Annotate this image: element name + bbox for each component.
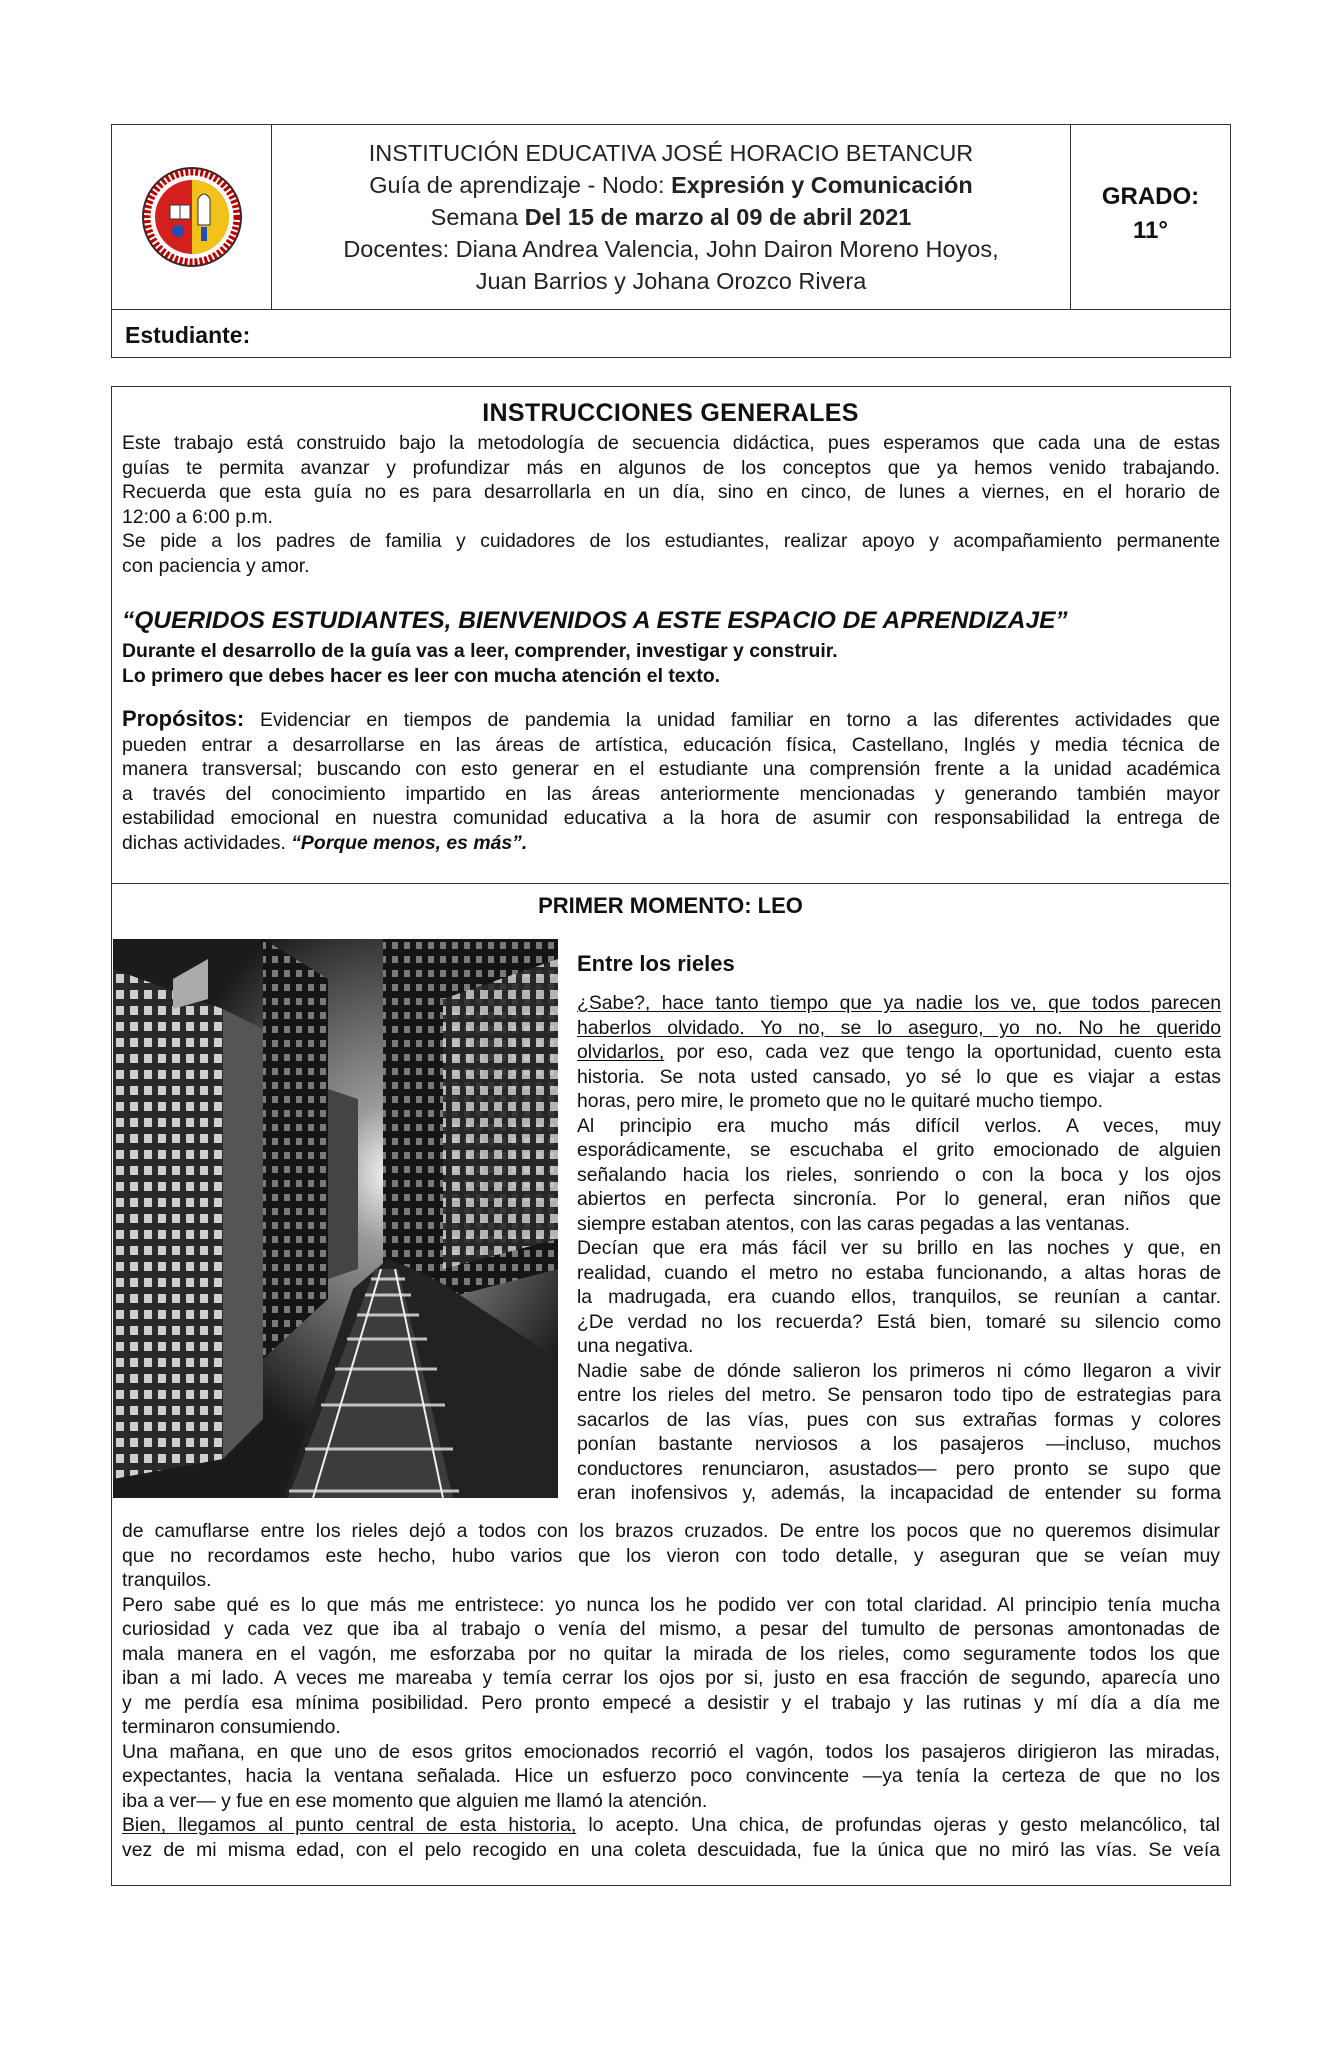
- purpose-line: pueden entrar a desarrollarse en las áreas de artística, educación física, Castellano, Inglés y media técnica de: [122, 733, 1220, 756]
- content-box: [111, 386, 1231, 1886]
- grade-label: GRADO:: [1101, 183, 1200, 210]
- story-full-text: [122, 1519, 1220, 1862]
- story-line: haberlos olvidado. Yo no, se lo aseguro, yo no. No he querido: [577, 1016, 1221, 1039]
- story-line: Una mañana, en que uno de esos gritos emocionados recorrió el vagón, todos los pasajeros dirigieron las miradas,: [122, 1740, 1220, 1763]
- story-line: señalando hacia los rieles, sonriendo o con la boca y los ojos: [577, 1163, 1221, 1186]
- purpose-line: dichas actividades. “Porque menos, es más”.: [122, 831, 528, 854]
- instructions-line: 12:00 a 6:00 p.m.: [122, 505, 273, 528]
- purpose-line: estabilidad emocional en nuestra comunidad educativa a la hora de asumir con responsabilidad la entrega de: [122, 807, 1220, 829]
- story-line: de camuflarse entre los rieles dejó a todos con los brazos cruzados. De entre los pocos que no queremos disimular: [122, 1520, 1220, 1542]
- welcome-sub-line: Lo primero que debes hacer es leer con mucha atención el texto.: [122, 664, 721, 687]
- story-line: curiosidad y cada vez que iba al trabajo o venía del mismo, a pesar del tumulto de personas amontonadas de: [122, 1618, 1220, 1640]
- week-dates: Del 15 de marzo al 09 de abril 2021: [524, 204, 912, 230]
- instructions-title: INSTRUCCIONES GENERALES: [482, 399, 859, 427]
- story-line: ¿Sabe?, hace tanto tiempo que ya nadie los ve, que todos parecen: [577, 992, 1221, 1014]
- purpose-line: a través del conocimiento impartido en las áreas anteriormente mencionadas y generando también mayor: [122, 782, 1220, 805]
- story-line: ¿De verdad no los recuerda? Está bien, tomaré su silencio como: [577, 1310, 1221, 1333]
- story-line: iban a mi lado. A veces me mareaba y temía cerrar los ojos por si, justo en esa fracción de segundo, aparecía uno: [122, 1667, 1220, 1689]
- instructions-line: Este trabajo está construido bajo la metodología de secuencia didáctica, pues esperamos que cada una de estas: [122, 432, 1220, 454]
- teachers-line-1: Docentes: Diana Andrea Valencia, John Dairon Moreno Hoyos,: [343, 236, 999, 262]
- story-line: una negativa.: [577, 1335, 694, 1357]
- story-line: abiertos en perfecta sincronía. Por lo general, eran niños que: [577, 1188, 1221, 1210]
- story-line: historia. Se nota usted cansado, yo sé lo que es viajar a estas: [577, 1065, 1221, 1088]
- grade-value: 11°: [1133, 217, 1168, 244]
- story-line: sacarlos de las vías, pues con sus extrañas formas y colores: [577, 1408, 1221, 1431]
- school-logo-cell: [112, 125, 272, 309]
- school-logo: [140, 165, 244, 269]
- instructions-text: [122, 431, 1220, 578]
- story-line: eran inofensivos y, además, la incapacidad de entender su forma: [577, 1482, 1221, 1504]
- city-rails-illustration: [113, 939, 558, 1498]
- instructions-line: guías te permita avanzar y profundizar más en algunos de los conceptos que ya hemos venido trabajando.: [122, 456, 1220, 479]
- story-line: terminaron consumiendo.: [122, 1716, 341, 1738]
- teachers-line-2: Juan Barrios y Johana Orozco Rivera: [475, 268, 867, 294]
- story-line: conductores renunciaron, asustados— pero pronto se supo que: [577, 1457, 1221, 1480]
- story-line: iba a ver— y fue en ese momento que alguien me llamó la atención.: [122, 1789, 708, 1812]
- purpose-line: Propósitos: Evidenciar en tiempos de pandemia la unidad familiar en torno a las diferentes actividades que: [122, 706, 1220, 731]
- welcome-subtext: [122, 639, 1220, 688]
- student-label: Estudiante:: [125, 322, 251, 348]
- purpose-motto: “Porque menos, es más”.: [291, 831, 528, 854]
- student-field[interactable]: [112, 309, 1230, 357]
- institution-name: INSTITUCIÓN EDUCATIVA JOSÉ HORACIO BETANCUR: [368, 140, 974, 166]
- story-line: siempre estaban atentos, con las caras pegadas a las ventanas.: [577, 1212, 1130, 1235]
- instructions-line: Recuerda que esta guía no es para desarrollarla en un día, sino en cinco, de lunes a viernes, en el horario de: [122, 481, 1220, 503]
- week-line: Semana Del 15 de marzo al 09 de abril 2021: [430, 204, 912, 230]
- story-line: que no recordamos este hecho, hubo varios que los vieron con todo detalle, y aseguran que se veían muy: [122, 1544, 1220, 1567]
- story-line: entre los rieles del metro. Se pensaron todo tipo de estrategias para: [577, 1384, 1221, 1406]
- story-line: horas, pero mire, le prometo que no le quitaré mucho tiempo.: [577, 1090, 1103, 1112]
- story-line: esporádicamente, se escuchaba el grito emocionado de alguien: [577, 1139, 1221, 1161]
- guide-node-line: Guía de aprendizaje - Nodo: Expresión y Comunicación: [369, 172, 973, 198]
- city-rails-photo: [113, 939, 558, 1498]
- story-line: Bien, llegamos al punto central de esta historia, lo acepto. Una chica, de profundas ojeras y gesto melancólico, tal: [122, 1814, 1220, 1836]
- guide-node: Expresión y Comunicación: [671, 172, 973, 198]
- story-line: tranquilos.: [122, 1569, 212, 1591]
- story-line: ponían bastante nerviosos a los pasajeros —incluso, muchos: [577, 1433, 1221, 1455]
- instructions-line: con paciencia y amor.: [122, 554, 310, 577]
- story-line: Pero sabe qué es lo que más me entristece: yo nunca los he podido ver con total claridad. Al principio tenía mucha: [122, 1593, 1220, 1616]
- purpose-line: manera transversal; buscando con esto generar en el estudiante una comprensión frente a la unidad académica: [122, 758, 1220, 780]
- grade-cell: [1071, 125, 1230, 309]
- story-column-text: [577, 991, 1221, 1506]
- welcome-sub-line: Durante el desarrollo de la guía vas a leer, comprender, investigar y construir.: [122, 640, 838, 662]
- story-line: expectantes, hacia la ventana señalada. Hice un esfuerzo poco convincente —ya tenía la certeza de que no los: [122, 1765, 1220, 1787]
- welcome-heading: “QUERIDOS ESTUDIANTES, BIENVENIDOS A ESTE ESPACIO DE APRENDIZAJE”: [122, 607, 1068, 634]
- story-line: realidad, cuando el metro no estaba funcionando, a altas horas de: [577, 1261, 1221, 1284]
- instructions-line: Se pide a los padres de familia y cuidadores de los estudiantes, realizar apoyo y acompañamiento permanente: [122, 530, 1220, 552]
- story-line: y me perdía esa mínima posibilidad. Pero pronto empecé a desistir y el trabajo y las rutinas y mí día a día me: [122, 1691, 1220, 1714]
- story-line: Nadie sabe de dónde salieron los primeros ni cómo llegaron a vivir: [577, 1359, 1221, 1382]
- purpose-label: Propósitos:: [122, 706, 245, 731]
- story-line: olvidarlos, por eso, cada vez que tengo la oportunidad, cuento esta: [577, 1041, 1221, 1063]
- header-title-cell: [272, 125, 1071, 309]
- story-title: Entre los rieles: [577, 951, 735, 976]
- story-line: mala manera en el vagón, me esforzaba por no quitar la mirada de los rieles, como seguramente todos los que: [122, 1642, 1220, 1665]
- story-line: Decían que era más fácil ver su brillo en las noches y que, en: [577, 1237, 1221, 1259]
- moment-title: PRIMER MOMENTO: LEO: [538, 893, 803, 918]
- story-line: vez de mi misma edad, con el pelo recogido en una coleta descuidada, fue la única que no miró las vías. Se veía: [122, 1838, 1220, 1861]
- section-divider: [112, 883, 1229, 884]
- purpose-paragraph: [122, 707, 1220, 855]
- story-line: Al principio era mucho más difícil verlos. A veces, muy: [577, 1114, 1221, 1137]
- underlined-phrase: Bien, llegamos al punto central de esta historia,: [122, 1814, 577, 1836]
- header-table: [111, 124, 1231, 358]
- story-line: la madrugada, era cuando ellos, tranquilos, se reunían a cantar.: [577, 1286, 1221, 1308]
